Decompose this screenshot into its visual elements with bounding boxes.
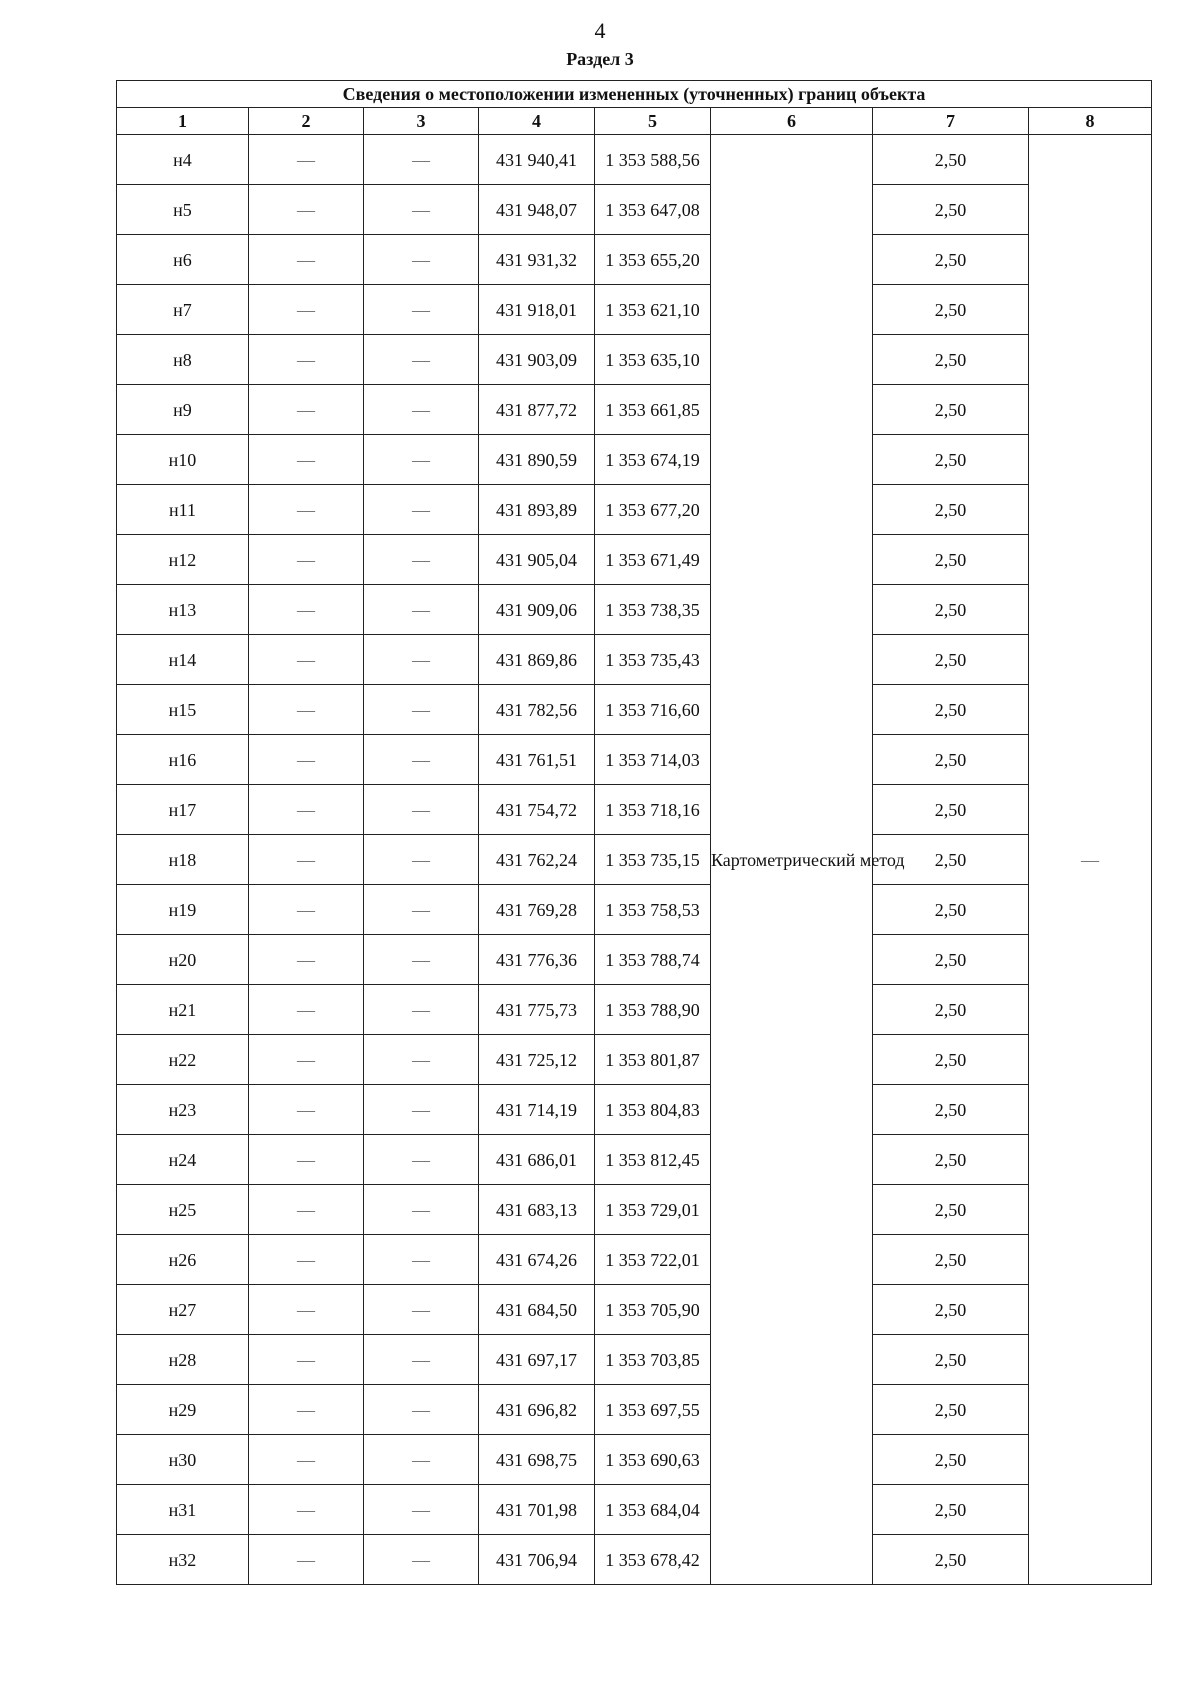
column-3-cell: —	[364, 1485, 479, 1535]
column-3-cell: —	[364, 885, 479, 935]
column-2-cell: —	[249, 335, 364, 385]
table-row	[117, 585, 1152, 635]
y-coordinate-cell: 1 353 729,01	[595, 1185, 711, 1235]
accuracy-cell: 2,50	[873, 1135, 1029, 1185]
x-coordinate-cell: 431 782,56	[479, 685, 595, 735]
table-row	[117, 985, 1152, 1035]
table-row	[117, 885, 1152, 935]
column-2-cell: —	[249, 685, 364, 735]
column-3-cell: —	[364, 735, 479, 785]
x-coordinate-cell: 431 725,12	[479, 1035, 595, 1085]
accuracy-cell: 2,50	[873, 1185, 1029, 1235]
point-name-cell: н15	[117, 685, 249, 735]
column-2-cell: —	[249, 135, 364, 185]
y-coordinate-cell: 1 353 703,85	[595, 1335, 711, 1385]
point-name-cell: н29	[117, 1385, 249, 1435]
accuracy-cell: 2,50	[873, 1285, 1029, 1335]
y-coordinate-cell: 1 353 735,15	[595, 835, 711, 885]
accuracy-cell: 2,50	[873, 985, 1029, 1035]
x-coordinate-cell: 431 940,41	[479, 135, 595, 185]
y-coordinate-cell: 1 353 718,16	[595, 785, 711, 835]
y-coordinate-cell: 1 353 690,63	[595, 1435, 711, 1485]
column-2-cell: —	[249, 785, 364, 835]
accuracy-cell: 2,50	[873, 785, 1029, 835]
column-3-cell: —	[364, 435, 479, 485]
column-3-cell: —	[364, 1385, 479, 1435]
x-coordinate-cell: 431 776,36	[479, 935, 595, 985]
table-row	[117, 735, 1152, 785]
y-coordinate-cell: 1 353 655,20	[595, 235, 711, 285]
y-coordinate-cell: 1 353 738,35	[595, 585, 711, 635]
y-coordinate-cell: 1 353 705,90	[595, 1285, 711, 1335]
y-coordinate-cell: 1 353 788,90	[595, 985, 711, 1035]
point-name-cell: н30	[117, 1435, 249, 1485]
accuracy-cell: 2,50	[873, 135, 1029, 185]
y-coordinate-cell: 1 353 635,10	[595, 335, 711, 385]
column-3-cell: —	[364, 635, 479, 685]
x-coordinate-cell: 431 674,26	[479, 1235, 595, 1285]
accuracy-cell: 2,50	[873, 885, 1029, 935]
point-name-cell: н23	[117, 1085, 249, 1135]
point-name-cell: н9	[117, 385, 249, 435]
table-row	[117, 435, 1152, 485]
table-row	[117, 1435, 1152, 1485]
point-name-cell: н12	[117, 535, 249, 585]
accuracy-cell: 2,50	[873, 635, 1029, 685]
column-2-cell: —	[249, 1335, 364, 1385]
accuracy-cell: 2,50	[873, 285, 1029, 335]
column-2-cell: —	[249, 185, 364, 235]
x-coordinate-cell: 431 893,89	[479, 485, 595, 535]
table-row	[117, 535, 1152, 585]
accuracy-cell: 2,50	[873, 435, 1029, 485]
table-caption-row	[117, 81, 1152, 108]
column-2-cell: —	[249, 1235, 364, 1285]
x-coordinate-cell: 431 769,28	[479, 885, 595, 935]
point-name-cell: н16	[117, 735, 249, 785]
point-name-cell: н17	[117, 785, 249, 835]
section-title: Раздел 3	[566, 49, 634, 69]
point-name-cell: н4	[117, 135, 249, 185]
column-3-cell: —	[364, 1185, 479, 1235]
boundary-coordinates-table	[116, 80, 1152, 1585]
accuracy-cell: 2,50	[873, 1235, 1029, 1285]
accuracy-cell: 2,50	[873, 935, 1029, 985]
accuracy-cell: 2,50	[873, 485, 1029, 535]
accuracy-cell: 2,50	[873, 1485, 1029, 1535]
accuracy-cell: 2,50	[873, 585, 1029, 635]
column-2-cell: —	[249, 885, 364, 935]
column-3-cell: —	[364, 335, 479, 385]
y-coordinate-cell: 1 353 677,20	[595, 485, 711, 535]
point-name-cell: н31	[117, 1485, 249, 1535]
table-row	[117, 485, 1152, 535]
point-name-cell: н18	[117, 835, 249, 885]
x-coordinate-cell: 431 903,09	[479, 335, 595, 385]
column-3-cell: —	[364, 485, 479, 535]
column-header: 8	[1029, 108, 1152, 135]
table-row	[117, 785, 1152, 835]
column-3-cell: —	[364, 785, 479, 835]
column-2-cell: —	[249, 1185, 364, 1235]
table-row	[117, 685, 1152, 735]
column-2-cell: —	[249, 635, 364, 685]
x-coordinate-cell: 431 706,94	[479, 1535, 595, 1585]
x-coordinate-cell: 431 877,72	[479, 385, 595, 435]
table-row	[117, 835, 1152, 885]
accuracy-cell: 2,50	[873, 1085, 1029, 1135]
column-3-cell: —	[364, 1335, 479, 1385]
column-2-cell: —	[249, 1135, 364, 1185]
column-3-cell: —	[364, 585, 479, 635]
accuracy-cell: 2,50	[873, 1535, 1029, 1585]
point-name-cell: н27	[117, 1285, 249, 1335]
column-3-cell: —	[364, 1085, 479, 1135]
column-header: 1	[117, 108, 249, 135]
column-2-cell: —	[249, 285, 364, 335]
column-2-cell: —	[249, 385, 364, 435]
x-coordinate-cell: 431 890,59	[479, 435, 595, 485]
method-cell: Картометрический метод	[711, 135, 873, 1585]
accuracy-cell: 2,50	[873, 335, 1029, 385]
column-3-cell: —	[364, 135, 479, 185]
x-coordinate-cell: 431 761,51	[479, 735, 595, 785]
column-2-cell: —	[249, 1535, 364, 1585]
column-2-cell: —	[249, 835, 364, 885]
column-header-row	[117, 108, 1152, 135]
column-3-cell: —	[364, 935, 479, 985]
x-coordinate-cell: 431 701,98	[479, 1485, 595, 1535]
point-name-cell: н26	[117, 1235, 249, 1285]
column-3-cell: —	[364, 385, 479, 435]
x-coordinate-cell: 431 686,01	[479, 1135, 595, 1185]
point-name-cell: н28	[117, 1335, 249, 1385]
point-name-cell: н32	[117, 1535, 249, 1585]
column-2-cell: —	[249, 735, 364, 785]
table-row	[117, 1335, 1152, 1385]
y-coordinate-cell: 1 353 697,55	[595, 1385, 711, 1435]
x-coordinate-cell: 431 714,19	[479, 1085, 595, 1135]
column-header: 7	[873, 108, 1029, 135]
point-name-cell: н20	[117, 935, 249, 985]
x-coordinate-cell: 431 931,32	[479, 235, 595, 285]
accuracy-cell: 2,50	[873, 835, 1029, 885]
y-coordinate-cell: 1 353 722,01	[595, 1235, 711, 1285]
point-name-cell: н8	[117, 335, 249, 385]
accuracy-cell: 2,50	[873, 235, 1029, 285]
column-header: 6	[711, 108, 873, 135]
y-coordinate-cell: 1 353 588,56	[595, 135, 711, 185]
note-cell: —	[1029, 135, 1152, 1585]
accuracy-cell: 2,50	[873, 685, 1029, 735]
column-2-cell: —	[249, 485, 364, 535]
point-name-cell: н21	[117, 985, 249, 1035]
y-coordinate-cell: 1 353 661,85	[595, 385, 711, 435]
table-row	[117, 1235, 1152, 1285]
table-row	[117, 1485, 1152, 1535]
column-3-cell: —	[364, 1035, 479, 1085]
column-header: 3	[364, 108, 479, 135]
column-2-cell: —	[249, 1035, 364, 1085]
y-coordinate-cell: 1 353 621,10	[595, 285, 711, 335]
table-row	[117, 185, 1152, 235]
y-coordinate-cell: 1 353 674,19	[595, 435, 711, 485]
y-coordinate-cell: 1 353 788,74	[595, 935, 711, 985]
accuracy-cell: 2,50	[873, 185, 1029, 235]
column-2-cell: —	[249, 935, 364, 985]
column-2-cell: —	[249, 985, 364, 1035]
table-row	[117, 135, 1152, 185]
table-row	[117, 235, 1152, 285]
accuracy-cell: 2,50	[873, 1335, 1029, 1385]
point-name-cell: н19	[117, 885, 249, 935]
table-row	[117, 1135, 1152, 1185]
column-3-cell: —	[364, 535, 479, 585]
point-name-cell: н13	[117, 585, 249, 635]
y-coordinate-cell: 1 353 714,03	[595, 735, 711, 785]
column-2-cell: —	[249, 535, 364, 585]
column-2-cell: —	[249, 1435, 364, 1485]
table-row	[117, 935, 1152, 985]
table-row	[117, 1035, 1152, 1085]
y-coordinate-cell: 1 353 804,83	[595, 1085, 711, 1135]
table-caption: Сведения о местоположении измененных (уточненных) границ объекта	[117, 81, 1152, 108]
accuracy-cell: 2,50	[873, 1385, 1029, 1435]
table-row	[117, 285, 1152, 335]
column-3-cell: —	[364, 835, 479, 885]
y-coordinate-cell: 1 353 716,60	[595, 685, 711, 735]
y-coordinate-cell: 1 353 678,42	[595, 1535, 711, 1585]
point-name-cell: н6	[117, 235, 249, 285]
column-2-cell: —	[249, 1485, 364, 1535]
column-3-cell: —	[364, 235, 479, 285]
x-coordinate-cell: 431 762,24	[479, 835, 595, 885]
point-name-cell: н7	[117, 285, 249, 335]
column-2-cell: —	[249, 435, 364, 485]
accuracy-cell: 2,50	[873, 535, 1029, 585]
page-number: 4	[594, 18, 606, 43]
x-coordinate-cell: 431 754,72	[479, 785, 595, 835]
x-coordinate-cell: 431 948,07	[479, 185, 595, 235]
column-3-cell: —	[364, 1535, 479, 1585]
point-name-cell: н5	[117, 185, 249, 235]
table-row	[117, 1185, 1152, 1235]
column-3-cell: —	[364, 985, 479, 1035]
x-coordinate-cell: 431 775,73	[479, 985, 595, 1035]
point-name-cell: н10	[117, 435, 249, 485]
y-coordinate-cell: 1 353 647,08	[595, 185, 711, 235]
y-coordinate-cell: 1 353 801,87	[595, 1035, 711, 1085]
column-3-cell: —	[364, 685, 479, 735]
point-name-cell: н25	[117, 1185, 249, 1235]
table-row	[117, 1385, 1152, 1435]
x-coordinate-cell: 431 869,86	[479, 635, 595, 685]
column-3-cell: —	[364, 1435, 479, 1485]
table-body	[117, 135, 1152, 1585]
column-2-cell: —	[249, 585, 364, 635]
column-3-cell: —	[364, 1235, 479, 1285]
x-coordinate-cell: 431 696,82	[479, 1385, 595, 1435]
table-row	[117, 335, 1152, 385]
x-coordinate-cell: 431 905,04	[479, 535, 595, 585]
column-2-cell: —	[249, 1285, 364, 1335]
table-row	[117, 1535, 1152, 1585]
y-coordinate-cell: 1 353 671,49	[595, 535, 711, 585]
accuracy-cell: 2,50	[873, 385, 1029, 435]
y-coordinate-cell: 1 353 684,04	[595, 1485, 711, 1535]
point-name-cell: н22	[117, 1035, 249, 1085]
column-header: 2	[249, 108, 364, 135]
x-coordinate-cell: 431 683,13	[479, 1185, 595, 1235]
column-3-cell: —	[364, 285, 479, 335]
x-coordinate-cell: 431 684,50	[479, 1285, 595, 1335]
x-coordinate-cell: 431 698,75	[479, 1435, 595, 1485]
column-3-cell: —	[364, 1285, 479, 1335]
y-coordinate-cell: 1 353 758,53	[595, 885, 711, 935]
point-name-cell: н14	[117, 635, 249, 685]
column-header: 4	[479, 108, 595, 135]
column-2-cell: —	[249, 235, 364, 285]
point-name-cell: н11	[117, 485, 249, 535]
column-2-cell: —	[249, 1385, 364, 1435]
accuracy-cell: 2,50	[873, 735, 1029, 785]
column-header: 5	[595, 108, 711, 135]
y-coordinate-cell: 1 353 735,43	[595, 635, 711, 685]
accuracy-cell: 2,50	[873, 1035, 1029, 1085]
y-coordinate-cell: 1 353 812,45	[595, 1135, 711, 1185]
table-row	[117, 1285, 1152, 1335]
point-name-cell: н24	[117, 1135, 249, 1185]
table-row	[117, 1085, 1152, 1135]
column-2-cell: —	[249, 1085, 364, 1135]
column-3-cell: —	[364, 1135, 479, 1185]
x-coordinate-cell: 431 918,01	[479, 285, 595, 335]
table-row	[117, 635, 1152, 685]
accuracy-cell: 2,50	[873, 1435, 1029, 1485]
column-3-cell: —	[364, 185, 479, 235]
table-row	[117, 385, 1152, 435]
x-coordinate-cell: 431 909,06	[479, 585, 595, 635]
x-coordinate-cell: 431 697,17	[479, 1335, 595, 1385]
